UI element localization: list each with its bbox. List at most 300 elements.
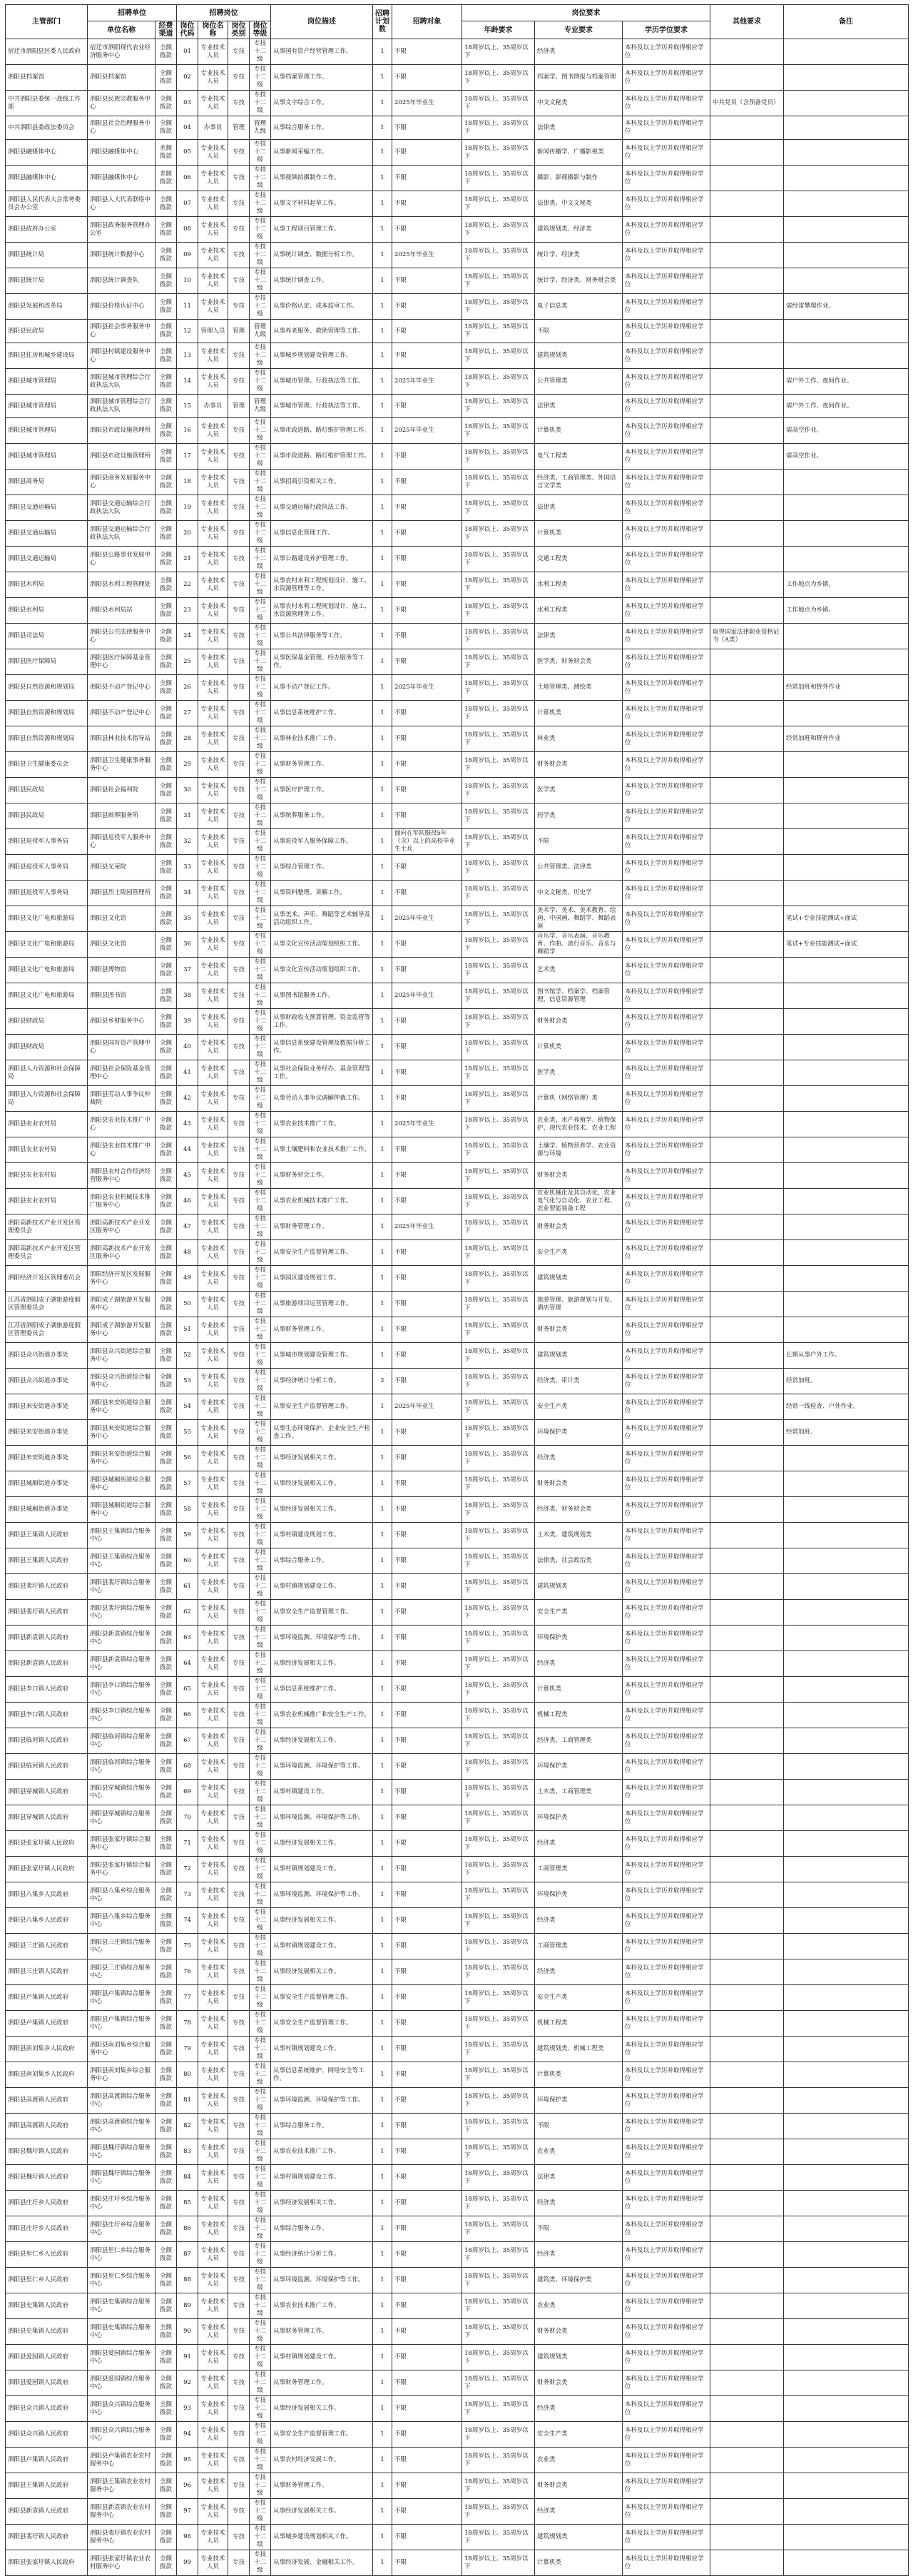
cell-post-name: 专业技术人员 bbox=[198, 2319, 228, 2345]
cell-post-name: 专业技术人员 bbox=[198, 1728, 228, 1754]
cell-post-desc: 从事综合服务工作。 bbox=[271, 116, 373, 140]
cell-code: 39 bbox=[177, 1009, 198, 1035]
cell-post-desc: 从事园区建设规划工作。 bbox=[271, 1266, 373, 1292]
table-row bbox=[6, 268, 909, 294]
table-row bbox=[6, 2139, 909, 2165]
table-row bbox=[6, 2370, 909, 2396]
cell-plan: 1 bbox=[373, 1574, 392, 1600]
cell-remark: 需户外工作、夜间作业。 bbox=[784, 369, 909, 395]
cell-department: 宿迁市泗阳县区委人民政府 bbox=[6, 39, 88, 65]
cell-plan: 1 bbox=[373, 2448, 392, 2473]
cell-post-desc: 从事社会保险业务经办、基金管理等工作。 bbox=[271, 1060, 373, 1086]
header-unit-name: 单位名称 bbox=[88, 21, 155, 39]
cell-grade: 专技十二级 bbox=[250, 1292, 271, 1317]
cell-funding: 全额拨款 bbox=[155, 1780, 177, 1805]
cell-education: 本科及以上学历并取得相应学位 bbox=[623, 1934, 710, 1959]
cell-education: 本科及以上学历并取得相应学位 bbox=[623, 2422, 710, 2448]
cell-remark bbox=[784, 1651, 909, 1677]
cell-grade: 专技十二级 bbox=[250, 1934, 271, 1959]
cell-grade: 专技十二级 bbox=[250, 2268, 271, 2293]
cell-grade: 专技十二级 bbox=[250, 1780, 271, 1805]
cell-code: 91 bbox=[177, 2345, 198, 2370]
table-row bbox=[6, 1446, 909, 1471]
cell-target: 2025年毕业生 bbox=[392, 906, 462, 932]
cell-plan: 1 bbox=[373, 1163, 392, 1189]
cell-other bbox=[710, 369, 784, 395]
cell-grade: 专技十二级 bbox=[250, 752, 271, 778]
cell-code: 97 bbox=[177, 2499, 198, 2525]
cell-other bbox=[710, 1703, 784, 1728]
cell-post-desc: 从事殡葬服务工作。 bbox=[271, 803, 373, 829]
cell-department: 泗阳县退役军人事务局 bbox=[6, 829, 88, 855]
cell-remark bbox=[784, 495, 909, 521]
cell-unit-name: 泗阳县新袁镇综合服务中心 bbox=[88, 1626, 155, 1651]
cell-funding: 全额拨款 bbox=[155, 268, 177, 294]
cell-funding: 全额拨款 bbox=[155, 598, 177, 624]
cell-code: 71 bbox=[177, 1831, 198, 1857]
cell-remark bbox=[784, 1934, 909, 1959]
cell-post-name: 专业技术人员 bbox=[198, 2011, 228, 2037]
cell-unit-name: 泗阳县裴圩镇综合服务中心 bbox=[88, 1600, 155, 1626]
cell-age: 18周岁以上、35周岁以下 bbox=[462, 752, 535, 778]
cell-age: 18周岁以上、35周岁以下 bbox=[462, 217, 535, 243]
cell-plan: 1 bbox=[373, 2345, 392, 2370]
table-row bbox=[6, 752, 909, 778]
cell-unit-name: 泗阳县博物馆 bbox=[88, 958, 155, 983]
cell-grade: 专技十二级 bbox=[250, 778, 271, 803]
cell-post-desc: 从事村镇规划建设工作。 bbox=[271, 2165, 373, 2191]
cell-grade: 专技十二级 bbox=[250, 2062, 271, 2088]
cell-post-desc: 从事村镇规划建设工作。 bbox=[271, 1857, 373, 1882]
cell-unit-name: 泗阳县众兴街道综合服务中心 bbox=[88, 1369, 155, 1394]
cell-age: 18周岁以上、35周岁以下 bbox=[462, 1882, 535, 1908]
cell-grade: 专技十二级 bbox=[250, 2473, 271, 2499]
cell-target: 不限 bbox=[392, 2114, 462, 2139]
cell-code: 29 bbox=[177, 752, 198, 778]
cell-target: 不限 bbox=[392, 1163, 462, 1189]
cell-major: 安全生产类 bbox=[535, 1394, 623, 1420]
cell-age: 18周岁以上、35周岁以下 bbox=[462, 1831, 535, 1857]
cell-other bbox=[710, 675, 784, 701]
cell-major: 工商管理类 bbox=[535, 1934, 623, 1959]
cell-department: 泗阳县里仁乡人民政府 bbox=[6, 2242, 88, 2268]
cell-remark: 经常加班和野外作业 bbox=[784, 726, 909, 752]
cell-major: 旅游管理、旅游规划与开发、酒店管理 bbox=[535, 1292, 623, 1317]
cell-funding: 全额拨款 bbox=[155, 1009, 177, 1035]
cell-target: 不限 bbox=[392, 1009, 462, 1035]
cell-age: 18周岁以上、35周岁以下 bbox=[462, 547, 535, 572]
cell-post-desc: 从事村镇规划建设工作。 bbox=[271, 2037, 373, 2062]
cell-post-name: 专业技术人员 bbox=[198, 140, 228, 166]
cell-post-name: 专业技术人员 bbox=[198, 470, 228, 495]
cell-category: 专技 bbox=[228, 1420, 250, 1446]
cell-other bbox=[710, 116, 784, 140]
cell-funding: 全额拨款 bbox=[155, 1086, 177, 1112]
cell-unit-name: 泗阳县文化馆 bbox=[88, 932, 155, 958]
cell-grade: 专技十二级 bbox=[250, 343, 271, 369]
cell-age: 18周岁以上、35周岁以下 bbox=[462, 649, 535, 675]
cell-target: 不限 bbox=[392, 881, 462, 906]
cell-age: 18周岁以上、35周岁以下 bbox=[462, 39, 535, 65]
cell-funding: 全额拨款 bbox=[155, 1112, 177, 1137]
cell-plan: 1 bbox=[373, 2525, 392, 2550]
table-row bbox=[6, 444, 909, 470]
cell-code: 70 bbox=[177, 1805, 198, 1831]
cell-unit-name: 泗阳县高渡镇综合服务中心 bbox=[88, 2088, 155, 2114]
cell-other bbox=[710, 1035, 784, 1060]
cell-plan: 1 bbox=[373, 495, 392, 521]
cell-age: 18周岁以上、35周岁以下 bbox=[462, 1677, 535, 1703]
header-plan: 招聘计划数 bbox=[373, 5, 392, 39]
table-row bbox=[6, 1626, 909, 1651]
cell-funding: 全额拨款 bbox=[155, 778, 177, 803]
cell-target: 2025年毕业生 bbox=[392, 1112, 462, 1137]
cell-education: 本科及以上学历并取得相应学位 bbox=[623, 624, 710, 649]
cell-code: 61 bbox=[177, 1574, 198, 1600]
cell-unit-name: 泗阳县市政设施管理所 bbox=[88, 444, 155, 470]
header-grade: 岗位等级 bbox=[250, 21, 271, 39]
cell-major: 建筑规划类、经济类 bbox=[535, 217, 623, 243]
cell-education: 本科及以上学历并取得相应学位 bbox=[623, 2370, 710, 2396]
cell-major: 法律类、社会政治类 bbox=[535, 1548, 623, 1574]
cell-remark bbox=[784, 803, 909, 829]
cell-unit-name: 泗阳县社会事务服务中心 bbox=[88, 320, 155, 343]
cell-other bbox=[710, 881, 784, 906]
cell-post-name: 专业技术人员 bbox=[198, 495, 228, 521]
cell-target: 不限 bbox=[392, 2550, 462, 2576]
cell-department: 泗阳县众兴街道办事处 bbox=[6, 1369, 88, 1394]
cell-department: 泗阳县自然资源和规划局 bbox=[6, 675, 88, 701]
cell-unit-name: 泗阳县史集镇综合服务中心 bbox=[88, 2293, 155, 2319]
cell-post-desc: 从事经济发展相关工作。 bbox=[271, 2396, 373, 2422]
cell-other bbox=[710, 39, 784, 65]
cell-education: 本科及以上学历并取得相应学位 bbox=[623, 39, 710, 65]
cell-target: 不限 bbox=[392, 1805, 462, 1831]
cell-code: 46 bbox=[177, 1189, 198, 1215]
cell-category: 专技 bbox=[228, 1266, 250, 1292]
cell-department: 泗阳县文化广电和旅游局 bbox=[6, 958, 88, 983]
cell-remark bbox=[784, 1266, 909, 1292]
cell-category: 专技 bbox=[228, 2293, 250, 2319]
cell-department: 泗阳县临河镇人民政府 bbox=[6, 1728, 88, 1754]
cell-unit-name: 泗阳县农业技术推广中心 bbox=[88, 1137, 155, 1163]
table-row bbox=[6, 1471, 909, 1497]
cell-plan: 1 bbox=[373, 547, 392, 572]
cell-category: 专技 bbox=[228, 906, 250, 932]
cell-code: 25 bbox=[177, 649, 198, 675]
cell-education: 本科及以上学历并取得相应学位 bbox=[623, 2396, 710, 2422]
cell-code: 94 bbox=[177, 2422, 198, 2448]
header-other: 其他要求 bbox=[710, 5, 784, 39]
cell-other bbox=[710, 2088, 784, 2114]
cell-post-name: 专业技术人员 bbox=[198, 2191, 228, 2216]
cell-plan: 1 bbox=[373, 778, 392, 803]
cell-remark bbox=[784, 2114, 909, 2139]
cell-target: 不限 bbox=[392, 855, 462, 881]
cell-education: 本科及以上学历并取得相应学位 bbox=[623, 521, 710, 547]
cell-major: 法律类 bbox=[535, 624, 623, 649]
cell-age: 18周岁以上、35周岁以下 bbox=[462, 1985, 535, 2011]
cell-plan: 2 bbox=[373, 1369, 392, 1394]
cell-unit-name: 泗阳县融媒体中心 bbox=[88, 166, 155, 191]
cell-other bbox=[710, 343, 784, 369]
cell-major: 建筑规划类 bbox=[535, 1266, 623, 1292]
cell-target: 不限 bbox=[392, 547, 462, 572]
cell-post-name: 专业技术人员 bbox=[198, 2139, 228, 2165]
cell-code: 22 bbox=[177, 572, 198, 598]
cell-education: 本科及以上学历并取得相应学位 bbox=[623, 1112, 710, 1137]
cell-grade: 专技十二级 bbox=[250, 65, 271, 91]
cell-unit-name: 泗阳县烈士陵园管理所 bbox=[88, 881, 155, 906]
cell-plan: 1 bbox=[373, 65, 392, 91]
cell-department: 泗阳县新袁镇人民政府 bbox=[6, 2499, 88, 2525]
cell-age: 18周岁以上、35周岁以下 bbox=[462, 243, 535, 268]
table-row bbox=[6, 1805, 909, 1831]
cell-plan: 1 bbox=[373, 1548, 392, 1574]
cell-post-name: 专业技术人员 bbox=[198, 1908, 228, 1934]
cell-major: 新闻传播学、广播影视类 bbox=[535, 140, 623, 166]
cell-age: 18周岁以上、35周岁以下 bbox=[462, 1805, 535, 1831]
cell-category: 专技 bbox=[228, 1934, 250, 1959]
cell-category: 管理 bbox=[228, 116, 250, 140]
table-row bbox=[6, 1292, 909, 1317]
cell-education: 本科及以上学历并取得相应学位 bbox=[623, 116, 710, 140]
cell-post-desc: 从事文化宣传活动策划组织工作。 bbox=[271, 958, 373, 983]
table-row bbox=[6, 2088, 909, 2114]
cell-post-desc: 从事城乡规划建设管理工作。 bbox=[271, 343, 373, 369]
cell-target: 不限 bbox=[392, 495, 462, 521]
cell-remark bbox=[784, 65, 909, 91]
cell-major: 中文文秘类、历史学 bbox=[535, 881, 623, 906]
cell-grade: 专技十二级 bbox=[250, 958, 271, 983]
cell-post-desc: 从事环境监测、环境保护等工作。 bbox=[271, 2088, 373, 2114]
cell-education: 本科及以上学历并取得相应学位 bbox=[623, 91, 710, 116]
cell-post-name: 专业技术人员 bbox=[198, 1626, 228, 1651]
cell-post-desc: 从事安全生产监督管理工作。 bbox=[271, 1394, 373, 1420]
cell-plan: 1 bbox=[373, 1600, 392, 1626]
cell-post-name: 专业技术人员 bbox=[198, 1831, 228, 1857]
cell-target: 不限 bbox=[392, 1497, 462, 1523]
cell-code: 41 bbox=[177, 1060, 198, 1086]
cell-other bbox=[710, 444, 784, 470]
table-row bbox=[6, 320, 909, 343]
cell-age: 18周岁以上、35周岁以下 bbox=[462, 983, 535, 1009]
cell-unit-name: 泗阳县裴圩镇综合服务中心 bbox=[88, 1574, 155, 1600]
cell-target: 不限 bbox=[392, 395, 462, 418]
cell-category: 专技 bbox=[228, 2114, 250, 2139]
cell-department: 泗阳县三庄镇人民政府 bbox=[6, 1934, 88, 1959]
cell-remark bbox=[784, 1985, 909, 2011]
cell-department: 泗阳县发展和改革局 bbox=[6, 294, 88, 320]
cell-code: 95 bbox=[177, 2448, 198, 2473]
cell-code: 73 bbox=[177, 1882, 198, 1908]
cell-unit-name: 泗阳县农村合作经济经营服务中心 bbox=[88, 1163, 155, 1189]
cell-remark: 经常加班。 bbox=[784, 1369, 909, 1394]
cell-age: 18周岁以上、35周岁以下 bbox=[462, 2422, 535, 2448]
cell-unit-name: 泗阳县社会保险基金管理中心 bbox=[88, 1060, 155, 1086]
cell-other bbox=[710, 1934, 784, 1959]
cell-post-name: 专业技术人员 bbox=[198, 803, 228, 829]
cell-plan: 1 bbox=[373, 829, 392, 855]
cell-funding: 全额拨款 bbox=[155, 1035, 177, 1060]
cell-education: 本科及以上学历并取得相应学位 bbox=[623, 2191, 710, 2216]
cell-post-desc: 从事市政道路、路灯维护管理工作。 bbox=[271, 418, 373, 444]
cell-target: 不限 bbox=[392, 572, 462, 598]
table-row bbox=[6, 1369, 909, 1394]
cell-category: 专技 bbox=[228, 1651, 250, 1677]
cell-remark bbox=[784, 1754, 909, 1780]
cell-category: 专技 bbox=[228, 675, 250, 701]
header-age: 年龄要求 bbox=[462, 21, 535, 39]
cell-plan: 1 bbox=[373, 1677, 392, 1703]
cell-remark bbox=[784, 1908, 909, 1934]
cell-unit-name: 泗阳县村镇建设服务中心 bbox=[88, 343, 155, 369]
cell-category: 专技 bbox=[228, 958, 250, 983]
cell-target: 不限 bbox=[392, 65, 462, 91]
cell-education: 本科及以上学历并取得相应学位 bbox=[623, 1882, 710, 1908]
cell-other bbox=[710, 1292, 784, 1317]
cell-major: 环境保护类 bbox=[535, 1882, 623, 1908]
cell-remark bbox=[784, 1548, 909, 1574]
cell-funding: 全额拨款 bbox=[155, 649, 177, 675]
cell-age: 18周岁以上、35周岁以下 bbox=[462, 1060, 535, 1086]
cell-category: 专技 bbox=[228, 39, 250, 65]
cell-post-desc: 从事招商引资相关工作。 bbox=[271, 470, 373, 495]
cell-plan: 1 bbox=[373, 1240, 392, 1266]
cell-post-name: 专业技术人员 bbox=[198, 191, 228, 217]
cell-department: 江苏省泗阳成子湖旅游度假区管理委员会 bbox=[6, 1317, 88, 1343]
cell-age: 18周岁以上、35周岁以下 bbox=[462, 343, 535, 369]
cell-funding: 全额拨款 bbox=[155, 1523, 177, 1548]
cell-category: 专技 bbox=[228, 1497, 250, 1523]
cell-funding: 差额拨款 bbox=[155, 166, 177, 191]
cell-plan: 1 bbox=[373, 294, 392, 320]
cell-plan: 1 bbox=[373, 803, 392, 829]
cell-category: 专技 bbox=[228, 547, 250, 572]
cell-education: 本科及以上学历并取得相应学位 bbox=[623, 444, 710, 470]
cell-grade: 专技十二级 bbox=[250, 1600, 271, 1626]
cell-funding: 全额拨款 bbox=[155, 1420, 177, 1446]
cell-target: 不限 bbox=[392, 2293, 462, 2319]
cell-remark bbox=[784, 1112, 909, 1137]
cell-department: 泗阳县李口镇人民政府 bbox=[6, 1677, 88, 1703]
cell-post-desc: 从事劳动人事争议调解仲裁工作。 bbox=[271, 1086, 373, 1112]
cell-grade: 专技十二级 bbox=[250, 1394, 271, 1420]
cell-plan: 1 bbox=[373, 1882, 392, 1908]
cell-other bbox=[710, 2550, 784, 2576]
cell-department: 泗阳县临河镇人民政府 bbox=[6, 1754, 88, 1780]
cell-grade: 专技十二级 bbox=[250, 572, 271, 598]
cell-post-desc: 从事文字材料起草工作。 bbox=[271, 191, 373, 217]
cell-unit-name: 泗阳高新技术产业开发区服务中心 bbox=[88, 1215, 155, 1240]
cell-other bbox=[710, 1112, 784, 1137]
cell-post-desc: 从事综合服务工作。 bbox=[271, 1548, 373, 1574]
cell-post-name: 专业技术人员 bbox=[198, 1086, 228, 1112]
cell-grade: 专技十二级 bbox=[250, 1728, 271, 1754]
cell-age: 18周岁以上、35周岁以下 bbox=[462, 701, 535, 726]
cell-grade: 专技十二级 bbox=[250, 1497, 271, 1523]
header-funding: 经费渠道 bbox=[155, 21, 177, 39]
table-row bbox=[6, 855, 909, 881]
cell-other bbox=[710, 2139, 784, 2165]
cell-post-desc: 从事经济发展相关工作。 bbox=[271, 1908, 373, 1934]
cell-target: 2025年毕业生 bbox=[392, 1394, 462, 1420]
cell-unit-name: 泗阳县魏圩镇综合服务中心 bbox=[88, 2139, 155, 2165]
cell-funding: 全额拨款 bbox=[155, 1651, 177, 1677]
cell-education: 本科及以上学历并取得相应学位 bbox=[623, 495, 710, 521]
table-row bbox=[6, 191, 909, 217]
cell-code: 04 bbox=[177, 116, 198, 140]
cell-post-desc: 从事财务管理工作。 bbox=[271, 1317, 373, 1343]
cell-category: 专技 bbox=[228, 983, 250, 1009]
cell-code: 31 bbox=[177, 803, 198, 829]
cell-plan: 1 bbox=[373, 268, 392, 294]
table-row bbox=[6, 217, 909, 243]
table-row bbox=[6, 2242, 909, 2268]
cell-target: 不限 bbox=[392, 2319, 462, 2345]
cell-grade: 专技十二级 bbox=[250, 2165, 271, 2191]
cell-grade: 专技十二级 bbox=[250, 675, 271, 701]
cell-funding: 全额拨款 bbox=[155, 572, 177, 598]
cell-funding: 全额拨款 bbox=[155, 444, 177, 470]
cell-post-desc: 从事统计调查工作。 bbox=[271, 268, 373, 294]
cell-remark bbox=[784, 2165, 909, 2191]
cell-category: 专技 bbox=[228, 829, 250, 855]
cell-category: 专技 bbox=[228, 649, 250, 675]
cell-code: 74 bbox=[177, 1908, 198, 1934]
table-row bbox=[6, 2062, 909, 2088]
cell-department: 泗阳县财政局 bbox=[6, 1035, 88, 1060]
cell-post-name: 专业技术人员 bbox=[198, 1394, 228, 1420]
cell-plan: 1 bbox=[373, 1703, 392, 1728]
cell-other bbox=[710, 2473, 784, 2499]
cell-post-name: 专业技术人员 bbox=[198, 1703, 228, 1728]
cell-education: 本科及以上学历并取得相应学位 bbox=[623, 1292, 710, 1317]
table-row bbox=[6, 1548, 909, 1574]
cell-unit-name: 泗阳县人大代表联络中心 bbox=[88, 191, 155, 217]
cell-post-name: 专业技术人员 bbox=[198, 418, 228, 444]
cell-department: 泗阳县水利局 bbox=[6, 598, 88, 624]
cell-grade: 专技十二级 bbox=[250, 2139, 271, 2165]
cell-education: 本科及以上学历并取得相应学位 bbox=[623, 1369, 710, 1394]
cell-code: 06 bbox=[177, 166, 198, 191]
cell-major: 摄影、影视摄影与制作 bbox=[535, 166, 623, 191]
cell-funding: 全额拨款 bbox=[155, 624, 177, 649]
cell-unit-name: 泗阳县高渡镇综合服务中心 bbox=[88, 2114, 155, 2139]
cell-major: 环境保护类 bbox=[535, 1754, 623, 1780]
cell-funding: 全额拨款 bbox=[155, 1600, 177, 1626]
cell-education: 本科及以上学历并取得相应学位 bbox=[623, 983, 710, 1009]
cell-remark: 需经常攀爬作业。 bbox=[784, 294, 909, 320]
cell-code: 20 bbox=[177, 521, 198, 547]
cell-other bbox=[710, 395, 784, 418]
cell-education: 本科及以上学历并取得相应学位 bbox=[623, 2011, 710, 2037]
cell-post-desc: 从事经济发展相关工作。 bbox=[271, 1831, 373, 1857]
cell-unit-name: 泗阳县水利工程管理处 bbox=[88, 572, 155, 598]
cell-remark bbox=[784, 1600, 909, 1626]
cell-category: 专技 bbox=[228, 470, 250, 495]
cell-post-desc: 从事经济发展相关工作。 bbox=[271, 1728, 373, 1754]
cell-plan: 1 bbox=[373, 1060, 392, 1086]
cell-major: 电气工程类 bbox=[535, 444, 623, 470]
cell-target: 不限 bbox=[392, 1086, 462, 1112]
cell-plan: 1 bbox=[373, 2139, 392, 2165]
cell-unit-name: 泗阳县民族宗教服务中心 bbox=[88, 91, 155, 116]
cell-department: 泗阳县商务局 bbox=[6, 470, 88, 495]
cell-code: 90 bbox=[177, 2319, 198, 2345]
cell-major: 农业类 bbox=[535, 2293, 623, 2319]
cell-category: 专技 bbox=[228, 2088, 250, 2114]
